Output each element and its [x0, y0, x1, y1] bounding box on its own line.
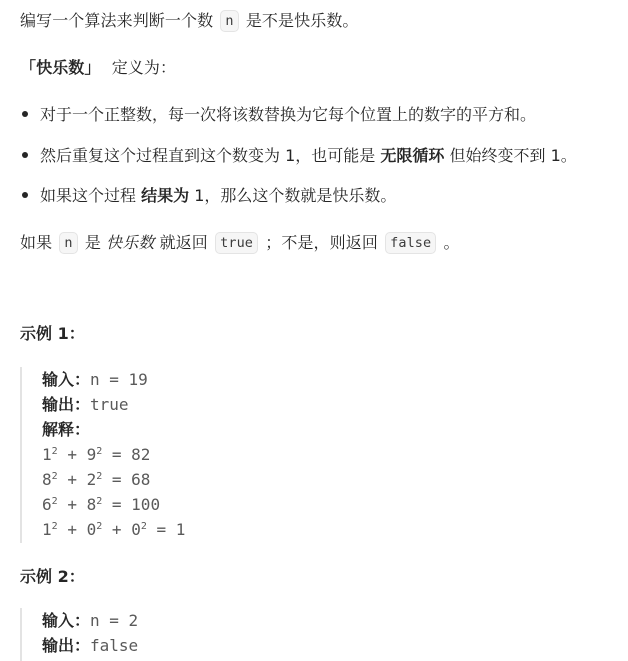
example-2-input-label: 输入： [42, 611, 91, 630]
return-code-true: true [215, 232, 258, 254]
rule-2-text-pre: 然后重复这个过程直到这个数变为 1，也可能是 [40, 146, 376, 165]
step-4-op-2: + [111, 520, 122, 539]
example-2-output-value: false [90, 636, 139, 655]
example-1-step-2 [42, 467, 185, 492]
step-4-exp-b: 2 [96, 521, 103, 532]
bullet-dot-icon [22, 111, 28, 117]
step-2-op: + [67, 470, 77, 489]
step-4-base-b: 0 [86, 520, 97, 539]
step-3-result: = 100 [111, 495, 161, 514]
return-rule-paragraph [20, 231, 460, 255]
step-2-base-a: 8 [42, 470, 52, 489]
rule-2-text-post: 但始终变不到 1。 [449, 146, 577, 165]
return-code-n: n [59, 232, 77, 254]
step-1-base-b: 9 [86, 445, 97, 464]
return-code-false: false [385, 232, 436, 254]
example-2-output-line [42, 633, 138, 658]
rule-3-bold: 结果为 [141, 186, 190, 205]
bullet-dot-icon [22, 192, 28, 198]
example-1-output-line [42, 392, 185, 417]
example-2-heading: 示例 2： [20, 567, 85, 586]
return-text-mid1: 是 [84, 233, 101, 252]
example-1-input-line [42, 367, 185, 392]
intro-paragraph [20, 9, 359, 33]
step-3-base-b: 8 [86, 495, 97, 514]
example-1-step-3 [42, 492, 185, 517]
example-1-step-4 [42, 517, 185, 542]
step-4-base-c: 0 [131, 520, 141, 539]
rule-list-item-1 [20, 103, 536, 127]
step-1-result: = 82 [111, 445, 151, 464]
rule-2-bold: 无限循环 [380, 146, 445, 165]
intro-code-n: n [220, 10, 238, 32]
return-text-mid2: 就返回 [159, 233, 208, 252]
example-1-input-value: n = 19 [90, 370, 148, 389]
step-4-exp-a: 2 [51, 521, 58, 532]
example-1-output-label: 输出： [42, 395, 91, 414]
step-2-base-b: 2 [86, 470, 97, 489]
step-3-base-a: 6 [42, 495, 52, 514]
step-3-exp-a: 2 [51, 496, 58, 507]
definition-term: 「快乐数」 [20, 58, 101, 77]
step-4-exp-c: 2 [140, 521, 147, 532]
step-3-exp-b: 2 [96, 496, 103, 507]
step-2-exp-a: 2 [51, 471, 58, 482]
example-2-output-label: 输出： [42, 636, 91, 655]
example-1-explain-label: 解释： [42, 420, 91, 439]
example-1-heading: 示例 1： [20, 324, 85, 343]
definition-rest: 定义为： [111, 58, 177, 77]
step-2-result: = 68 [111, 470, 151, 489]
example-1-step-1 [42, 442, 185, 467]
return-text-end: 。 [443, 233, 460, 252]
rule-list-item-2 [20, 144, 577, 168]
return-text-mid3: ；不是，则返回 [265, 233, 378, 252]
bullet-dot-icon [22, 152, 28, 158]
intro-text-post: 是不是快乐数。 [245, 11, 359, 30]
example-1-block [20, 367, 185, 543]
step-4-result: = 1 [156, 520, 186, 539]
example-1-output-value: true [90, 395, 129, 414]
step-3-op: + [67, 495, 77, 514]
definition-paragraph [20, 56, 176, 80]
rule-3-text-pre: 如果这个过程 [40, 186, 137, 205]
return-text-pre: 如果 [20, 233, 53, 252]
example-2-block [20, 608, 138, 661]
rule-3-text-post: 1，那么这个数就是快乐数。 [194, 186, 397, 205]
step-1-op: + [67, 445, 77, 464]
example-1-explain-line [42, 417, 185, 442]
step-4-base-a: 1 [42, 520, 52, 539]
example-2-input-line [42, 608, 138, 633]
return-italic-term: 快乐数 [106, 233, 155, 252]
step-1-exp-b: 2 [96, 446, 103, 457]
step-1-base-a: 1 [42, 445, 52, 464]
rule-list-item-3 [20, 184, 396, 208]
step-4-op-1: + [67, 520, 77, 539]
example-2-input-value: n = 2 [90, 611, 139, 630]
step-1-exp-a: 2 [51, 446, 58, 457]
example-1-input-label: 输入： [42, 370, 91, 389]
intro-text-pre: 编写一个算法来判断一个数 [20, 11, 214, 30]
rule-1-text: 对于一个正整数，每一次将该数替换为它每个位置上的数字的平方和。 [40, 105, 537, 124]
step-2-exp-b: 2 [96, 471, 103, 482]
